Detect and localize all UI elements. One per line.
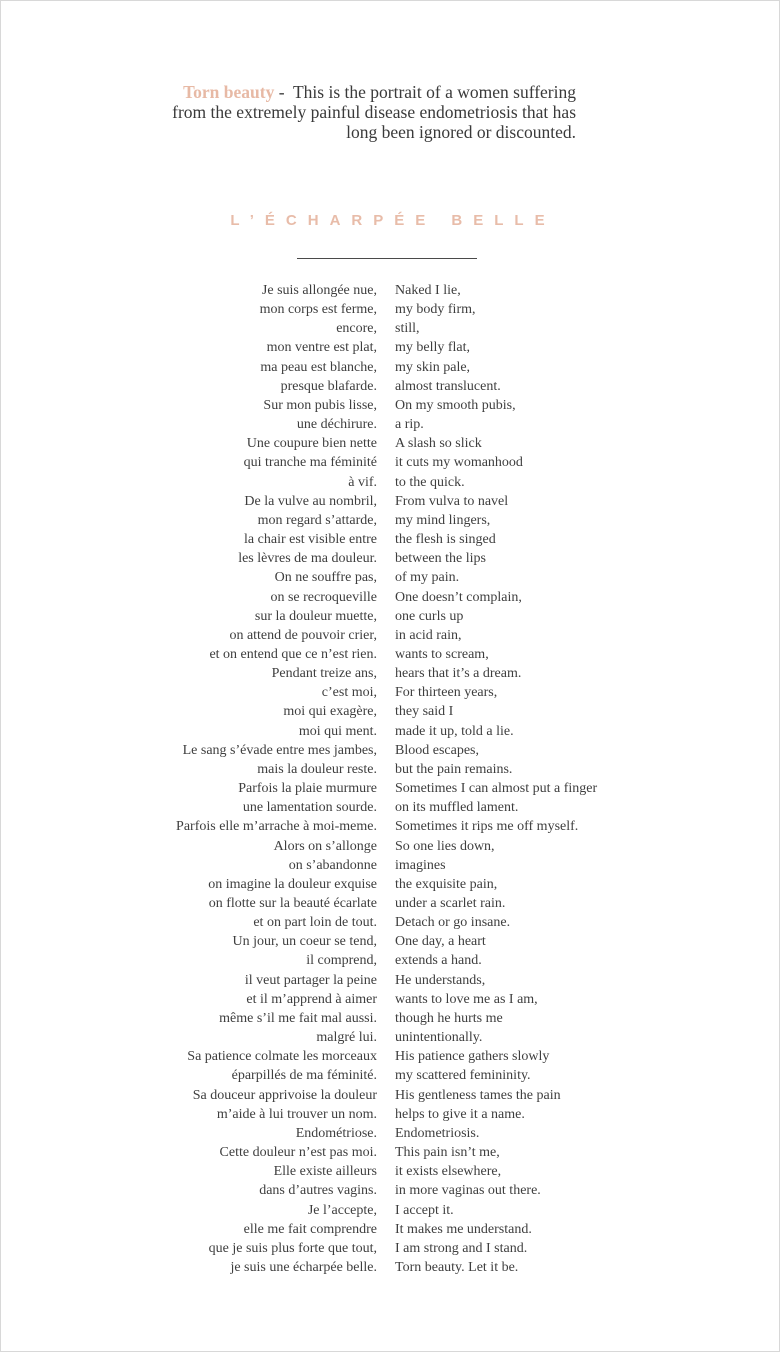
french-verse-line: je suis une écharpée belle. (230, 1259, 377, 1275)
english-verse-line: it cuts my womanhood (395, 455, 523, 471)
french-verse-line: on flotte sur la beauté écarlate (208, 896, 377, 911)
english-verse-line: though he hurts me (395, 1010, 503, 1026)
english-verse-line: I am strong and I stand. (395, 1240, 528, 1256)
english-verse-line: made it up, told a lie. (395, 723, 514, 739)
intro-line-2: from the extremely painful disease endometriosis that has (172, 102, 576, 122)
english-verse-line: Endometriosis. (395, 1125, 480, 1141)
english-verse-line: unintentionally. (395, 1030, 483, 1046)
intro-text-1: This is the portrait of a women suffering (292, 82, 576, 102)
french-verse-line: ma peau est blanche, (260, 359, 377, 375)
french-verse-line: m’aide à lui trouver un nom. (216, 1106, 377, 1122)
english-verse-line: Sometimes I can almost put a finger (395, 781, 598, 797)
french-verse-line: sur la douleur muette, (254, 608, 377, 624)
english-verse-line: still, (395, 321, 420, 337)
french-verse-line: une déchirure. (296, 417, 377, 433)
english-verse-line: Sometimes it rips me off myself. (395, 819, 579, 835)
english-verse-line: they said I (395, 704, 454, 720)
english-verse-line: imagines (395, 857, 446, 873)
french-verse-line: et on entend que ce n’est rien. (209, 646, 377, 662)
english-verse-line: in more vaginas out there. (395, 1183, 541, 1199)
english-verse-line: From vulva to navel (395, 493, 509, 509)
french-verse-line: Cette douleur n’est pas moi. (219, 1145, 377, 1161)
french-column (176, 281, 377, 1277)
english-verse-line: my body firm, (395, 302, 476, 318)
french-verse-line: Un jour, un coeur se tend, (232, 934, 377, 950)
english-verse-line: my mind lingers, (395, 512, 491, 528)
english-verse-line: my skin pale, (395, 359, 471, 375)
french-verse-line: mon corps est ferme, (259, 302, 377, 318)
english-verse-line: helps to give it a name. (395, 1106, 525, 1122)
english-verse-line: Torn beauty. Let it be. (395, 1259, 519, 1275)
french-verse-line: à vif. (348, 474, 377, 490)
english-column (395, 281, 597, 1277)
french-verse-line: on attend de pouvoir crier, (229, 627, 377, 643)
english-verse-line: hears that it’s a dream. (395, 666, 522, 682)
french-verse-line: éparpillés de ma féminité. (231, 1068, 377, 1084)
french-verse-line: Je l’accepte, (307, 1202, 377, 1218)
french-verse-line: la chair est visible entre (244, 532, 377, 548)
english-verse-line: It makes me understand. (395, 1221, 532, 1237)
french-verse-line: les lèvres de ma douleur. (238, 551, 377, 567)
french-verse-line: et il m’apprend à aimer (246, 991, 377, 1007)
french-verse-line: Parfois elle m’arrache à moi-meme. (176, 819, 377, 835)
french-verse-line: mais la douleur reste. (257, 761, 377, 777)
english-verse-line: His patience gathers slowly (395, 1049, 550, 1065)
intro-line-1 (150, 82, 576, 102)
french-verse-line: Je suis allongée nue, (261, 283, 377, 298)
english-verse-line: one curls up (395, 608, 464, 624)
title-divider (297, 258, 477, 259)
french-verse-line: on se recroqueville (270, 589, 377, 605)
intro-separator: - (274, 82, 293, 102)
french-verse-line: même s’il me fait mal aussi. (219, 1010, 377, 1026)
english-verse-line: So one lies down, (395, 838, 495, 854)
french-verse-line: elle me fait comprendre (243, 1221, 377, 1237)
french-verse-line: Parfois la plaie murmure (238, 781, 377, 797)
english-verse-line: of my pain. (395, 570, 460, 586)
english-verse-line: it exists elsewhere, (395, 1164, 502, 1180)
english-verse-line: wants to scream, (395, 646, 489, 662)
english-verse-line: Naked I lie, (395, 283, 461, 298)
french-verse-line: Sur mon pubis lisse, (263, 397, 377, 413)
french-verse-line: malgré lui. (316, 1030, 377, 1046)
english-verse-line: For thirteen years, (395, 685, 498, 701)
french-verse-line: Le sang s’évade entre mes jambes, (182, 742, 377, 758)
english-verse-line: A slash so slick (395, 436, 482, 452)
english-verse-line: Detach or go insane. (395, 915, 511, 931)
english-verse-line: I accept it. (395, 1202, 454, 1218)
english-verse-line: His gentleness tames the pain (395, 1087, 561, 1103)
french-verse-line: Alors on s’allonge (273, 838, 377, 854)
intro-highlight: Torn beauty (183, 82, 275, 102)
french-verse-line: Une coupure bien nette (246, 436, 377, 452)
english-verse-line: One day, a heart (395, 934, 486, 950)
english-verse-line: He understands, (395, 972, 486, 988)
french-verse-line: on s’abandonne (288, 857, 377, 873)
french-verse-line: moi qui exagère, (283, 704, 377, 720)
french-verse-line: il veut partager la peine (244, 972, 377, 988)
intro-line-3: long been ignored or discounted. (346, 122, 576, 142)
french-verse-line: Endométriose. (295, 1125, 377, 1141)
french-verse-line: On ne souffre pas, (274, 570, 377, 586)
french-verse-line: Elle existe ailleurs (273, 1164, 377, 1180)
english-verse-line: in acid rain, (395, 627, 462, 643)
french-verse-line: il comprend, (306, 953, 377, 969)
french-verse-line: encore, (336, 321, 377, 337)
english-verse-line: my belly flat, (395, 340, 471, 356)
french-verse-line: qui tranche ma féminité (243, 455, 377, 471)
english-verse-line: a rip. (395, 417, 424, 433)
english-verse-line: on its muffled lament. (395, 800, 519, 816)
french-verse-line: Pendant treize ans, (271, 666, 377, 682)
english-verse-line: the exquisite pain, (395, 876, 498, 892)
french-verse-line: De la vulve au nombril, (244, 493, 377, 509)
french-verse-line: que je suis plus forte que tout, (208, 1240, 377, 1256)
french-verse-line: mon ventre est plat, (266, 340, 377, 356)
french-verse-line: et on part loin de tout. (253, 915, 377, 931)
english-verse-line: but the pain remains. (395, 761, 513, 777)
french-verse-line: une lamentation sourde. (242, 800, 377, 816)
french-verse-line: moi qui ment. (298, 723, 377, 739)
english-verse-line: the flesh is singed (395, 532, 496, 548)
english-verse-line: under a scarlet rain. (395, 896, 506, 911)
french-verse-line: presque blafarde. (280, 378, 377, 394)
french-verse-line: c’est moi, (321, 685, 377, 701)
english-verse-line: my scattered femininity. (395, 1068, 531, 1084)
english-verse-line: wants to love me as I am, (395, 991, 538, 1007)
french-verse-line: Sa patience colmate les morceaux (187, 1049, 377, 1065)
french-verse-line: mon regard s’attarde, (257, 512, 377, 528)
french-verse-line: dans d’autres vagins. (259, 1183, 377, 1199)
english-verse-line: to the quick. (395, 474, 465, 490)
english-verse-line: extends a hand. (395, 953, 482, 969)
english-verse-line: On my smooth pubis, (395, 397, 516, 413)
french-verse-line: on imagine la douleur exquise (208, 876, 377, 892)
english-verse-line: This pain isn’t me, (395, 1145, 500, 1161)
french-verse-line: Sa douceur apprivoise la douleur (192, 1087, 377, 1103)
english-verse-line: almost translucent. (395, 378, 501, 394)
intro-paragraph (150, 82, 576, 142)
english-verse-line: One doesn’t complain, (395, 589, 522, 605)
poem-title: L’ÉCHARPÉE BELLE (230, 212, 556, 229)
english-verse-line: between the lips (395, 551, 486, 567)
english-verse-line: Blood escapes, (395, 742, 479, 758)
